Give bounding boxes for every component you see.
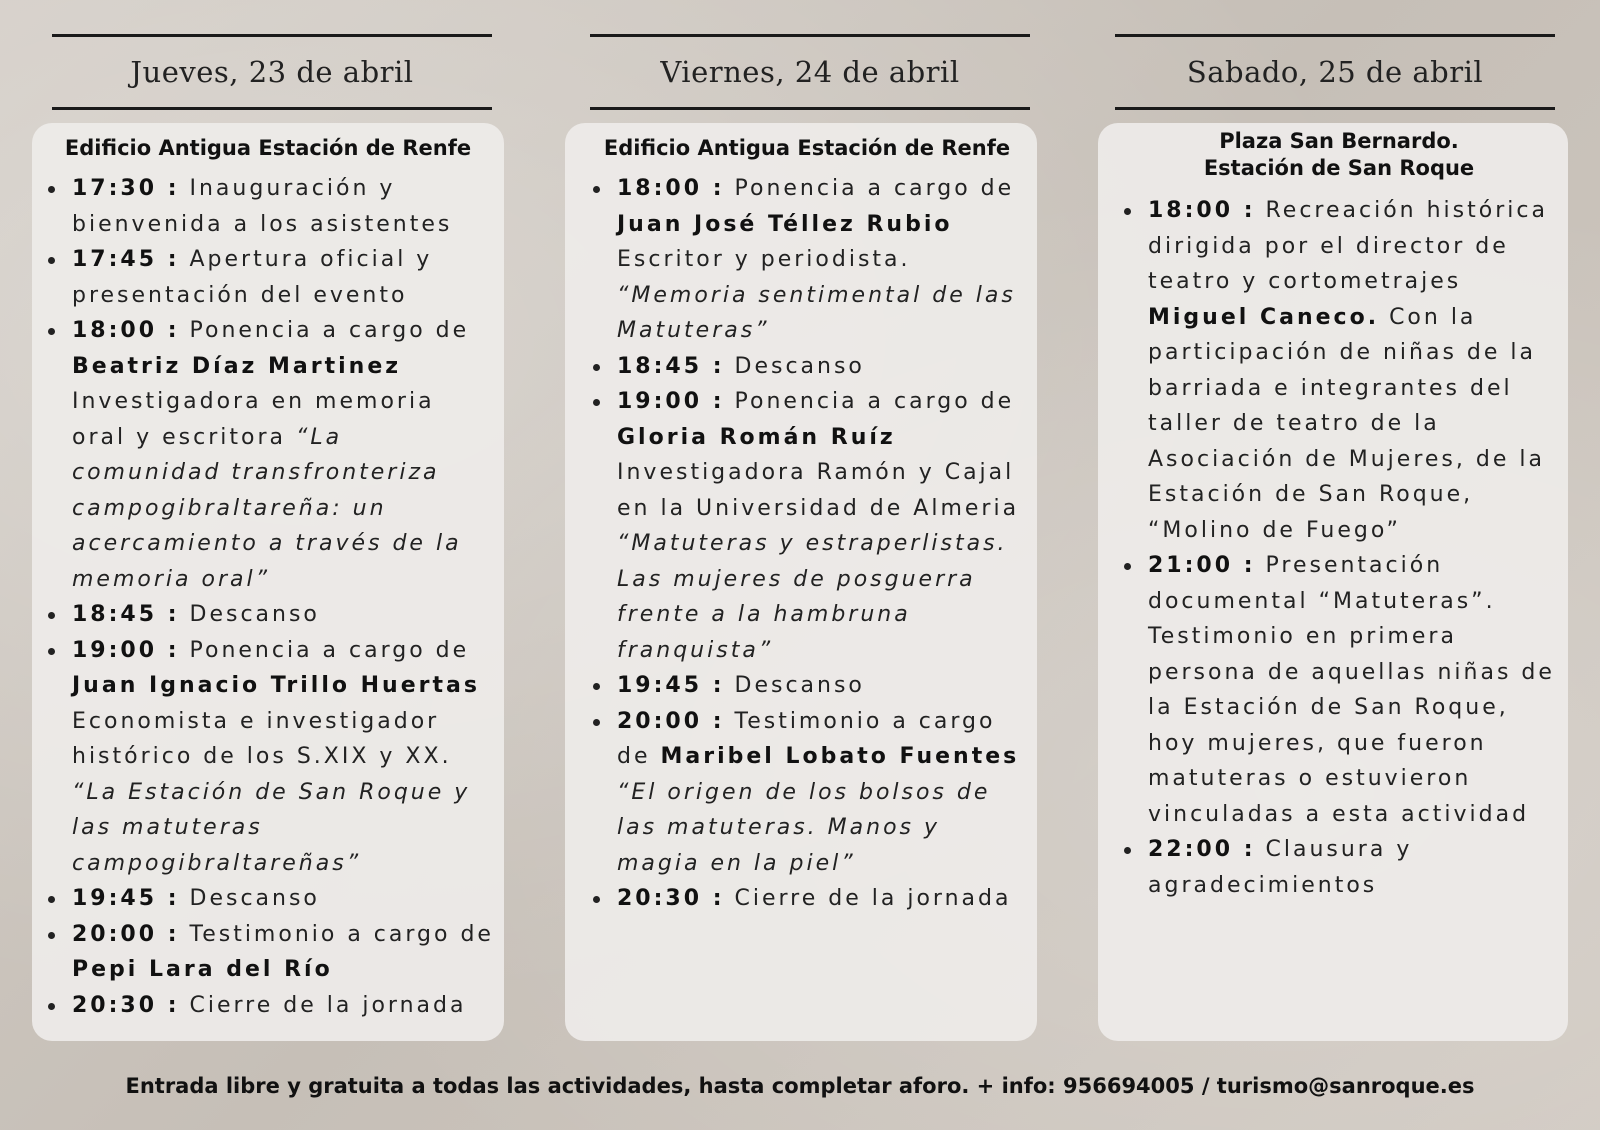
speaker-name: Beatriz Díaz Martinez [72,353,402,379]
schedule-item [585,668,1029,704]
item-time: 20:30 : [617,886,725,911]
footer-info: Entrada libre y gratuita a todas las actividades, hasta completar aforo. + info: 956694005 / turismo@sanroque.es [125,1074,1475,1098]
item-time: 18:00 : [1148,198,1256,223]
item-text: Descanso [189,886,320,911]
venue-line: Edificio Antigua Estación de Renfe [64,136,472,160]
schedule-item [40,597,496,633]
schedule-item [40,313,496,597]
schedule-item [585,349,1029,385]
schedule-panel-friday [565,123,1037,1041]
item-time: 20:00 : [617,708,725,734]
day-title: Viernes, 24 de abril [660,55,960,89]
item-text: Testimonio a cargo de [617,708,996,769]
schedule-panel-saturday [1098,123,1568,1041]
item-time: 22:00 : [1148,837,1256,862]
item-time: 18:00 : [617,176,725,201]
speaker-description: Investigadora en memoria oral y escritora [72,389,435,450]
schedule-item [585,881,1029,917]
venue-line: Estación de San Roque [1203,156,1475,180]
item-text: Cierre de la jornada [734,886,1012,911]
item-text: Clausura y agradecimientos [1148,837,1413,898]
item-time: 19:00 : [72,637,180,663]
schedule-item [40,917,496,988]
item-text: Descanso [734,353,865,379]
item-text: Descanso [189,602,320,627]
day-header-thursday [52,34,492,110]
schedule-item [40,988,496,1024]
item-text: Inauguración y bienvenida a los asistentes [72,176,453,237]
schedule-item [585,704,1029,882]
speaker-description: Investigadora Ramón y Cajal en la Universidad de Almeria [617,460,1020,521]
schedule-item [40,633,496,882]
venue-line: Plaza San Bernardo. [1219,129,1459,153]
talk-title: “La comunidad transfronteriza campogibraltareña: un acercamiento a través de la memoria oral” [72,424,462,592]
item-time: 21:00 : [1148,553,1256,578]
schedule-item [40,242,496,313]
schedule-item [40,881,496,917]
item-text: Cierre de la jornada [189,992,467,1018]
speaker-description: Escritor y periodista. [617,247,911,272]
venue-title [1116,128,1562,182]
item-text: Ponencia a cargo de [734,389,1015,414]
item-text: Descanso [734,673,865,698]
item-text: Ponencia a cargo de [189,637,470,663]
item-time: 20:00 : [72,921,180,947]
speaker-name: Miguel Caneco. [1148,304,1380,330]
talk-title: “La Estación de San Roque y las matuteras campogibraltareñas” [72,779,471,876]
day-title: Jueves, 23 de abril [130,55,414,89]
schedule-item [585,171,1029,349]
item-text-after: Con la participación de niñas de la barriada e integrantes del taller de teatro de la Asociación de Mujeres, de la Estación de San Roque, “Molino de Fuego” [1148,304,1545,543]
talk-title: “Matuteras y estraperlistas. Las mujeres de posguerra frente a la hambruna franquista” [617,531,1008,663]
schedule-list [585,171,1029,917]
item-text: Ponencia a cargo de [734,176,1015,201]
speaker-name: Gloria Román Ruíz [617,424,896,450]
item-text: Apertura oficial y presentación del evento [72,247,433,308]
speaker-name: Maribel Lobato Fuentes [660,744,1020,769]
item-text: Ponencia a cargo de [189,318,470,343]
item-time: 17:30 : [72,176,180,201]
item-text: Recreación histórica dirigida por el director de teatro y cortometrajes [1148,198,1548,294]
schedule-item [1116,193,1562,548]
speaker-name: Juan Ignacio Trillo Huertas [72,673,480,698]
item-time: 19:00 : [617,389,725,414]
item-time: 18:45 : [617,353,725,379]
item-time: 17:45 : [72,247,180,272]
day-title: Sabado, 25 de abril [1186,55,1484,89]
item-time: 19:45 : [72,886,180,911]
venue-line: Edificio Antigua Estación de Renfe [603,136,1011,160]
schedule-list [40,171,496,1023]
schedule-item [1116,832,1562,903]
item-time: 20:30 : [72,992,180,1018]
venue-title [585,135,1029,162]
schedule-list [1116,193,1562,903]
speaker-name: Pepi Lara del Río [72,957,333,982]
talk-title: “Memoria sentimental de las Matuteras” [617,282,1016,343]
schedule-item [1116,548,1562,832]
speaker-name: Juan José Téllez Rubio [617,211,953,237]
item-time: 18:45 : [72,602,180,627]
item-text: Testimonio a cargo de [189,921,494,947]
item-text: Presentación documental “Matuteras”. Testimonio en primera persona de aquellas niñas de la Estación de San Roque, hoy mujeres, que fueron matuteras o estuvieron vinculadas a esta actividad [1148,553,1555,827]
speaker-description: Economista e investigador histórico de los S.XIX y XX. [72,708,452,769]
schedule-panel-thursday [32,123,504,1041]
schedule-item [40,171,496,242]
item-time: 19:45 : [617,673,725,698]
item-time: 18:00 : [72,318,180,343]
day-header-saturday [1115,34,1555,110]
venue-title [40,135,496,162]
talk-title: “El origen de los bolsos de las matuteras. Manos y magia en la piel” [617,779,991,876]
day-header-friday [590,34,1030,110]
schedule-item [585,384,1029,668]
